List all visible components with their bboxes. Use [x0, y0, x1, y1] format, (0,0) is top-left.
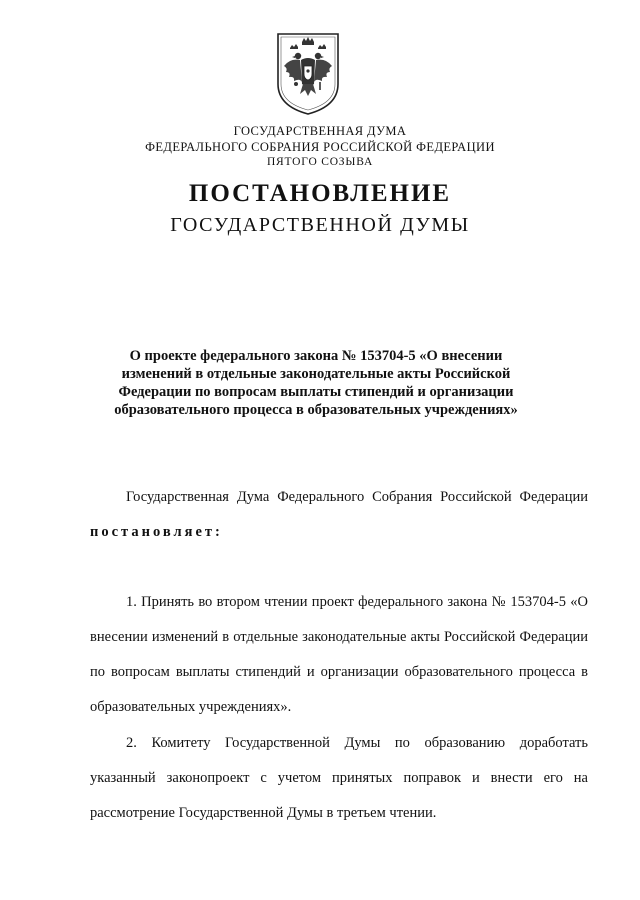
item-1-paragraph — [90, 585, 588, 725]
intro-text: Государственная Дума Федерального Собрания Российской Федерации — [126, 489, 588, 505]
item-2-paragraph — [90, 726, 588, 831]
coat-of-arms-icon — [276, 32, 340, 116]
item-1-text: 1. Принять во втором чтении проект федерального закона № 153704-5 «О внесении изменений в отдельные законодательные акты Российской Федерации по вопросам выплаты стипендий и организации образовательного процесса в образовательных учреждениях». — [90, 594, 588, 715]
document-subtitle: ГОСУДАРСТВЕННОЙ ДУМЫ — [170, 214, 470, 236]
org-name-line1: ГОСУДАРСТВЕННАЯ ДУМА — [233, 124, 407, 138]
resolves-keyword: постановляет: — [90, 524, 223, 540]
org-name-line2: ФЕДЕРАЛЬНОГО СОБРАНИЯ РОССИЙСКОЙ ФЕДЕРАЦИИ — [145, 140, 495, 154]
document-title: ПОСТАНОВЛЕНИЕ — [188, 180, 452, 207]
document-subject: О проекте федерального закона № 153704-5 «О внесении изменений в отдельные законодательные акты Российской Федерации по вопросам выплаты стипендий и организации образовательного процесса в образовательных учреждениях» — [114, 348, 518, 418]
intro-paragraph — [90, 480, 588, 550]
convocation-line: ПЯТОГО СОЗЫВА — [266, 156, 374, 168]
item-2-text: 2. Комитету Государственной Думы по образованию доработать указанный законопроект с учетом принятых поправок и внести его на рассмотрение Государственной Думы в третьем чтении. — [90, 735, 588, 821]
